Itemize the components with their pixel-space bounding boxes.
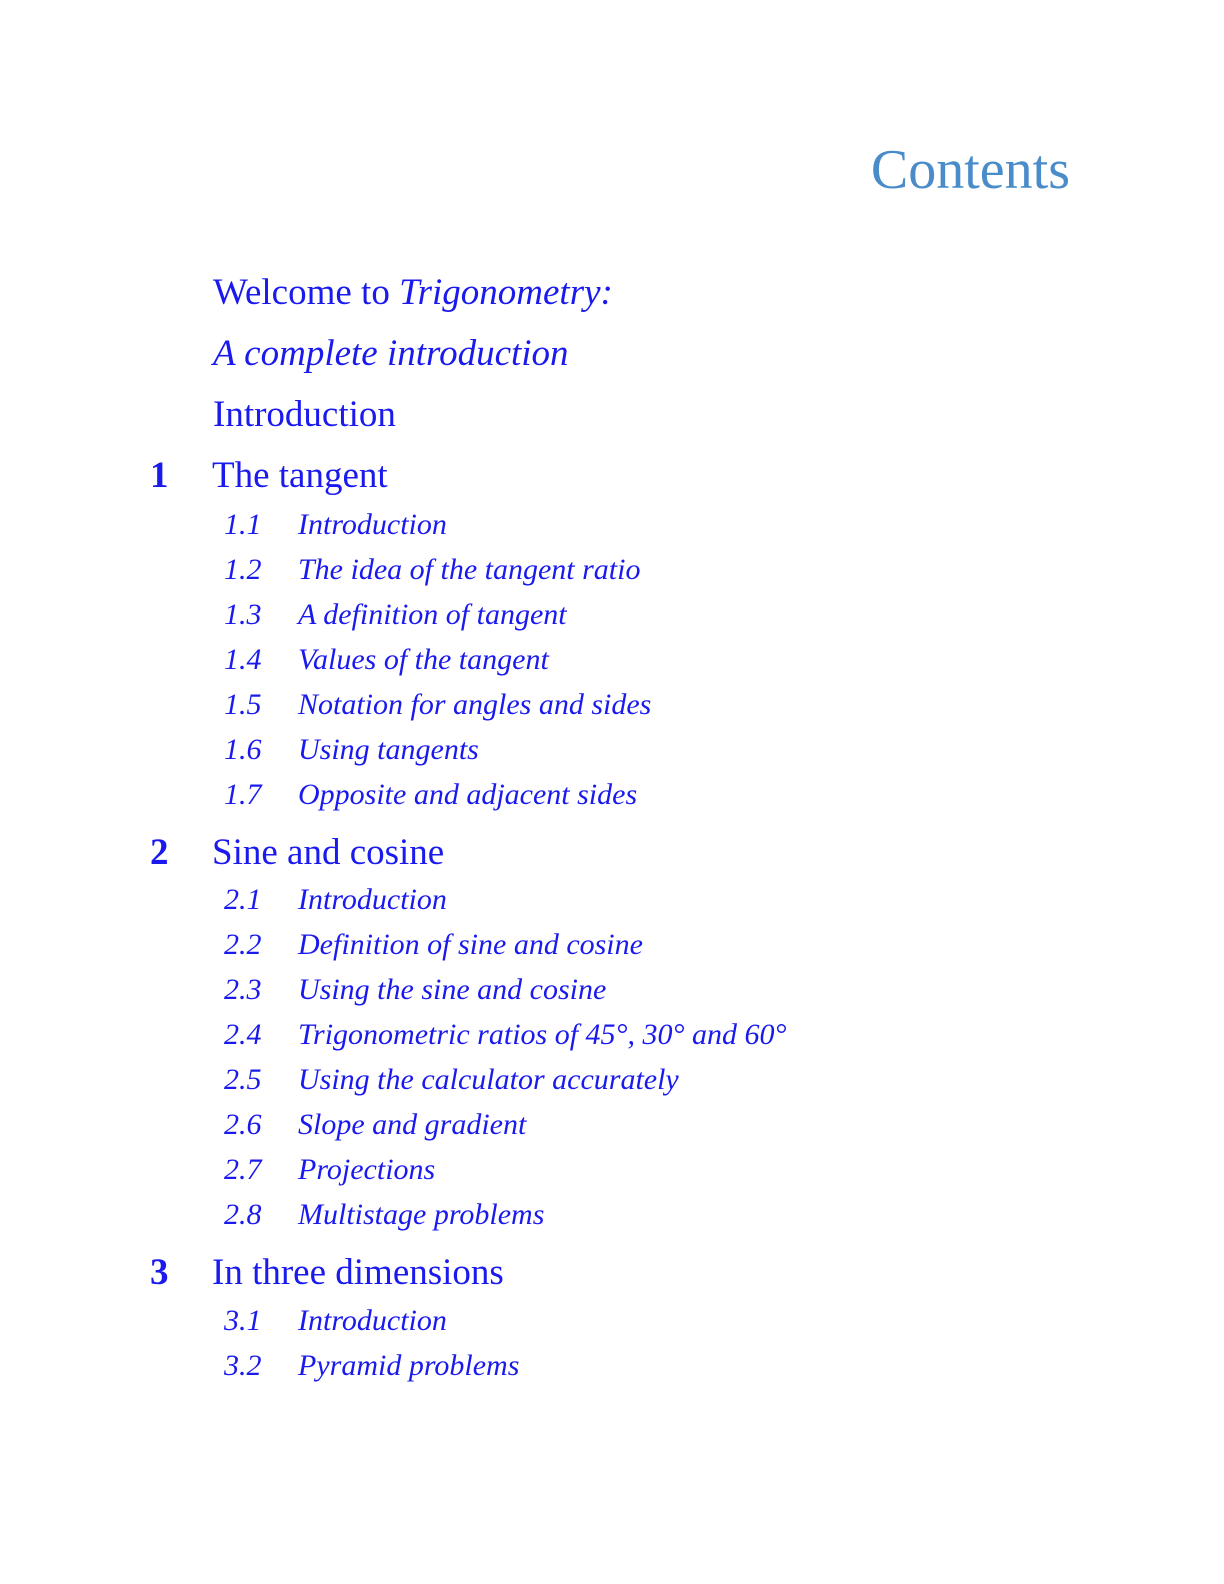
section-title-link[interactable]: Trigonometric ratios of 45°, 30° and 60°	[298, 1018, 787, 1051]
section-number: 1.4	[224, 643, 262, 676]
section-title-link[interactable]: Using the calculator accurately	[298, 1063, 679, 1096]
section-number: 1.5	[224, 688, 262, 721]
section-title-link[interactable]: Opposite and adjacent sides	[298, 778, 638, 811]
section-number: 2.7	[224, 1153, 262, 1186]
chapter-number: 1	[150, 455, 169, 496]
chapter-title-link[interactable]: Sine and cosine	[212, 832, 445, 873]
section-number: 1.1	[224, 508, 262, 541]
section-title-link[interactable]: Pyramid problems	[298, 1349, 520, 1382]
section-number: 1.6	[224, 733, 262, 766]
section-number: 2.1	[224, 883, 262, 916]
section-title-link[interactable]: Introduction	[298, 508, 447, 541]
section-number: 2.4	[224, 1018, 262, 1051]
section-title-link[interactable]: Values of the tangent	[298, 643, 549, 676]
section-title-link[interactable]: Notation for angles and sides	[298, 688, 652, 721]
welcome-prefix: Welcome to	[213, 272, 400, 313]
chapter-number: 3	[150, 1252, 169, 1293]
section-number: 2.2	[224, 928, 262, 961]
section-title-link[interactable]: The idea of the tangent ratio	[298, 553, 641, 586]
section-number: 1.3	[224, 598, 262, 631]
section-title-link[interactable]: Definition of sine and cosine	[298, 928, 643, 961]
section-number: 2.8	[224, 1198, 262, 1231]
toc-welcome-subtitle-link[interactable]: A complete introduction	[213, 333, 569, 374]
chapter-title-link[interactable]: In three dimensions	[212, 1252, 504, 1293]
section-title-link[interactable]: Introduction	[298, 1304, 447, 1337]
section-number: 1.7	[224, 778, 262, 811]
section-title-link[interactable]: Using the sine and cosine	[298, 973, 607, 1006]
section-title-link[interactable]: Introduction	[298, 883, 447, 916]
section-title-link[interactable]: Using tangents	[298, 733, 479, 766]
book-title: Trigonometry:	[399, 272, 613, 313]
section-title-link[interactable]: A definition of tangent	[298, 598, 567, 631]
section-number: 3.2	[224, 1349, 262, 1382]
section-title-link[interactable]: Multistage problems	[298, 1198, 545, 1231]
chapter-title-link[interactable]: The tangent	[212, 455, 388, 496]
section-number: 2.5	[224, 1063, 262, 1096]
toc-welcome-link[interactable]	[213, 274, 613, 311]
section-number: 1.2	[224, 553, 262, 586]
page-title: Contents	[870, 139, 1070, 201]
chapter-number: 2	[150, 832, 169, 873]
section-number: 2.6	[224, 1108, 262, 1141]
section-number: 2.3	[224, 973, 262, 1006]
section-title-link[interactable]: Projections	[298, 1153, 436, 1186]
section-number: 3.1	[224, 1304, 262, 1337]
section-title-link[interactable]: Slope and gradient	[298, 1108, 527, 1141]
toc-introduction-link[interactable]: Introduction	[213, 394, 396, 435]
